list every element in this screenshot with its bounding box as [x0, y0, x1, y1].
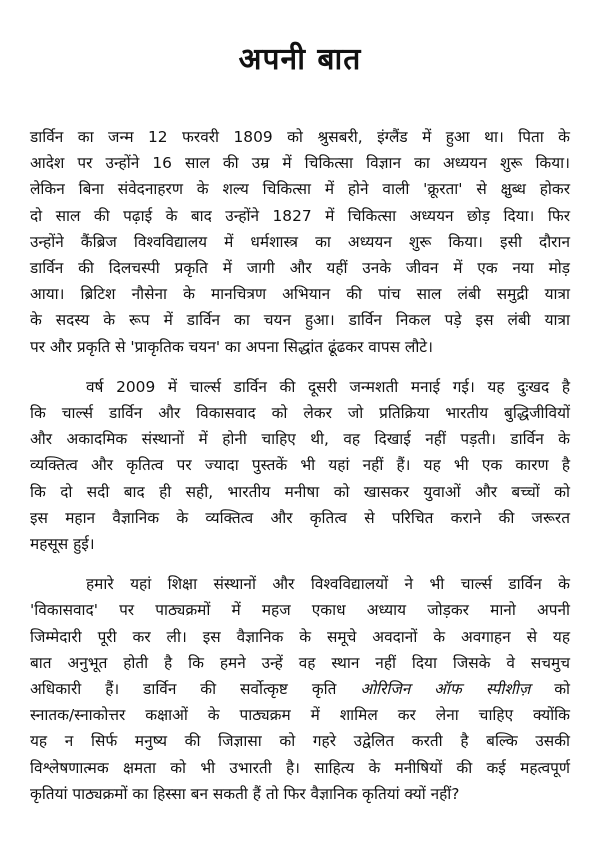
- text-line: आया। ब्रिटिश नौसेना के मानचित्रण अभियान की पांच साल लंबी समुद्री यात्रा: [30, 285, 570, 304]
- text-line: डार्विन की दिलचस्पी प्रकृति में जागी और यहीं उनके जीवन में एक नया मोड़: [30, 259, 570, 278]
- text-line: विश्लेषणात्मक क्षमता को भी उभारती है। साहित्य के मनीषियों की कई महत्वपूर्ण: [30, 758, 570, 777]
- text-line: यह न सिर्फ मनुष्य की जिज्ञासा को गहरे उद्वेलित करती है बल्कि उसकी: [30, 732, 570, 751]
- book-title: ओरिजिन ऑफ स्पीशीज़: [360, 680, 531, 699]
- text-line: इस महान वैज्ञानिक के व्यक्तित्व और कृतित्व से परिचित कराने की जरूरत: [30, 508, 570, 527]
- paragraph-1: [30, 124, 570, 360]
- text-line: कि दो सदी बाद ही सही, भारतीय मनीषा को खासकर युवाओं और बच्चों को: [30, 482, 570, 501]
- text-fragment: को: [530, 680, 571, 699]
- text-line: लेकिन बिना संवेदनाहरण के शल्य चिकित्सा में होने वाली 'क्रूरता' से क्षुब्ध होकर: [30, 180, 570, 199]
- text-line: और अकादमिक संस्थानों में होनी चाहिए थी, वह दिखाई नहीं पड़ती। डार्विन के: [30, 430, 570, 449]
- paragraph-3: [30, 571, 570, 807]
- text-line: जिम्मेदारी पूरी कर ली। इस वैज्ञानिक के समूचे अवदानों के अवगाहन से यह: [30, 627, 570, 646]
- text-fragment: अधिकारी हैं। डार्विन की सर्वोत्कृष्ट कृति: [30, 680, 361, 699]
- text-line: व्यक्तित्व और कृतित्व पर ज्यादा पुस्तकें भी यहां नहीं हैं। यह भी एक कारण है: [30, 456, 570, 475]
- text-line: हमारे यहां शिक्षा संस्थानों और विश्वविद्यालयों ने भी चार्ल्स डार्विन के: [86, 575, 570, 594]
- page-title: अपनी बात: [238, 42, 362, 77]
- text-line: दो साल की पढ़ाई के बाद उन्होंने 1827 में चिकित्सा अध्ययन छोड़ दिया। फिर: [30, 206, 570, 225]
- text-line: के सदस्य के रूप में डार्विन का चयन हुआ। डार्विन निकल पड़े इस लंबी यात्रा: [30, 311, 570, 330]
- text-line: कृतियां पाठ्यक्रमों का हिस्सा बन सकती हैं तो फिर वैज्ञानिक कृतियां क्यों नहीं?: [30, 784, 460, 803]
- text-line: उन्होंने कैंब्रिज विश्वविद्यालय में धर्मशास्त्र का अध्ययन शुरू किया। इसी दौरान: [30, 232, 570, 251]
- text-line: वर्ष 2009 में चार्ल्स डार्विन की दूसरी जन्मशती मनाई गई। यह दुःखद है: [86, 377, 570, 396]
- text-line: डार्विन का जन्म 12 फरवरी 1809 को श्रुसबरी, इंग्लैंड में हुआ था। पिता के: [30, 128, 570, 146]
- text-line: 'विकासवाद' पर पाठ्यक्रमों में महज एकाध अध्याय जोड़कर मानो अपनी: [30, 601, 570, 620]
- text-line: आदेश पर उन्होंने 16 साल की उम्र में चिकित्सा विज्ञान का अध्ययन शुरू किया।: [30, 154, 570, 173]
- text-line: बात अनुभूत होती है कि हमने उन्हें वह स्थान नहीं दिया जिसके वे सचमुच: [30, 653, 570, 672]
- text-line: पर और प्रकृति से 'प्राकृतिक चयन' का अपना सिद्धांत ढूंढकर वापस लौटे।: [30, 337, 433, 356]
- paragraph-2: [30, 374, 570, 557]
- text-line: कि चार्ल्स डार्विन और विकासवाद को लेकर जो प्रतिक्रिया भारतीय बुद्धिजीवियों: [30, 404, 570, 423]
- text-line-with-book-title: [30, 676, 570, 702]
- text-line: स्नातक/स्नाकोत्तर कक्षाओं के पाठ्यक्रम में शामिल कर लेना चाहिए क्योंकि: [30, 706, 570, 725]
- text-line: महसूस हुई।: [30, 535, 95, 554]
